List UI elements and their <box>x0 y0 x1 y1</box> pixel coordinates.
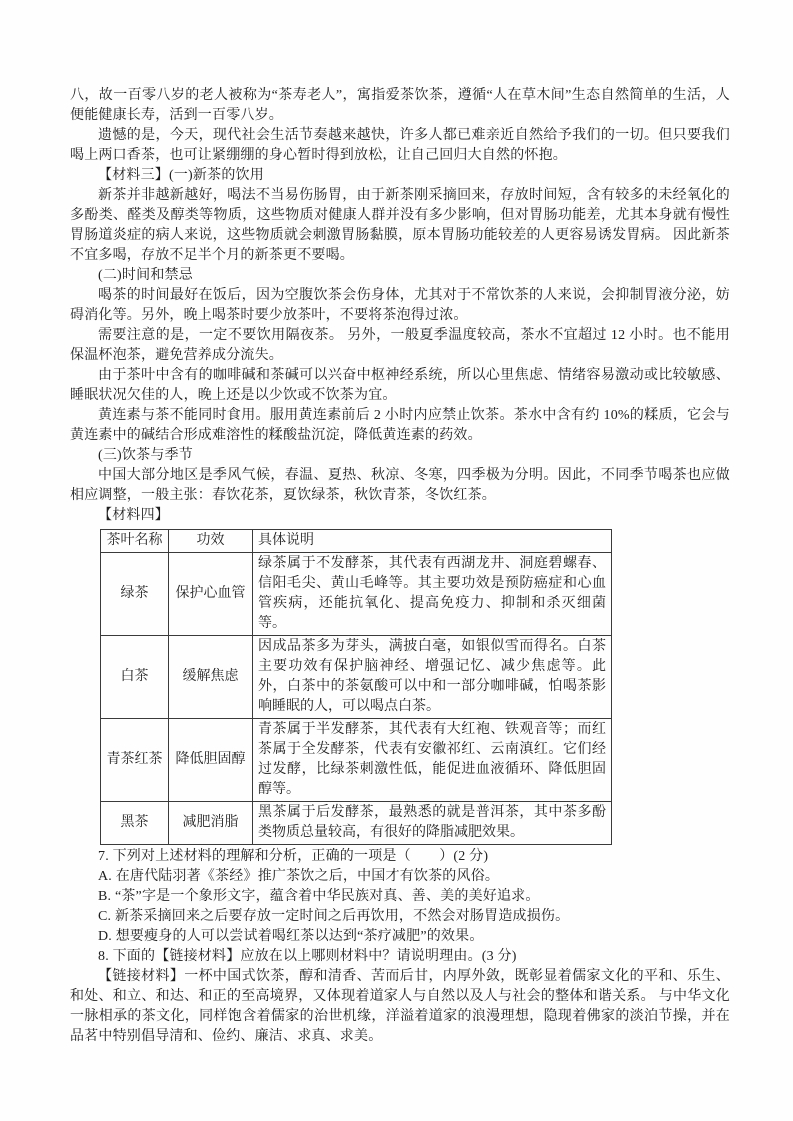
paragraph-time-3: 由于茶叶中含有的咖啡碱和茶碱可以兴奋中枢神经系统，所以心里焦虑、情绪容易激动或比较敏感、睡眠状况欠佳的人，晚上还是以少饮或不饮茶为宜。 <box>70 368 730 403</box>
material3-heading: 【材料三】(一)新茶的饮用 <box>98 168 264 183</box>
tea-name-cell: 黑茶 <box>101 802 169 845</box>
tea-description-cell: 绿茶属于不发酵茶，其代表有西湖龙井、洞庭碧螺春、信阳毛尖、黄山毛峰等。其主要功效是预防癌症和心血管疾病，还能抗氧化、提高免疫力、抑制和杀灭细菌等。 <box>253 553 612 636</box>
tea-name-cell: 青茶红茶 <box>101 719 169 802</box>
paragraph-time-2: 需要注意的是，一定不要饮用隔夜茶。 另外，一般夏季温度较高，茶水不宜超过 12 小时。也不能用保温杯泡茶，避免营养成分流失。 <box>70 328 730 363</box>
tea-effect-cell: 减肥消脂 <box>169 802 253 845</box>
paragraph-continuation: 八，故一百零八岁的老人被称为“茶寿老人”，寓指爱茶饮茶，遵循“人在草木间”生态自然简单的生活，人便能健康长寿，活到一百零八岁。 <box>70 88 730 123</box>
tea-name-cell: 绿茶 <box>101 553 169 636</box>
subheading-season: (三)饮茶与季节 <box>98 448 193 463</box>
table-row <box>101 719 612 802</box>
link-material-paragraph: 【链接材料】一杯中国式饮茶，醇和清香、苦而后甘，内厚外敛，既彰显着儒家文化的平和、乐生、和处、和立、和达、和正的至高境界，又体现着道家人与自然以及人与社会的整体和谐关系。 与中华文化一脉相承的茶文化，同样饱含着儒家的治世机缘，洋溢着道家的浪漫理想，隐现着佛家的淡泊节操，并在品茗中特别倡导清和、俭约、廉洁、求真、求美。 <box>70 969 730 1044</box>
table-row <box>101 636 612 719</box>
paragraph-time-1: 喝茶的时间最好在饭后，因为空腹饮茶会伤身体，尤其对于不常饮茶的人来说，会抑制胃液分泌，妨碍消化等。另外，晚上喝茶时要少放茶叶，不要将茶泡得过浓。 <box>70 288 730 323</box>
material4-heading: 【材料四】 <box>98 508 169 523</box>
question-7-option-d: D. 想要瘦身的人可以尝试着喝红茶以达到“茶疗减肥”的效果。 <box>98 929 484 944</box>
subheading-time-taboo: (二)时间和禁忌 <box>98 268 193 283</box>
paragraph-season: 中国大部分地区是季风气候，春温、夏热、秋凉、冬寒，四季极为分明。因此，不同季节喝茶也应做相应调整，一般主张：春饮花茶，夏饮绿茶，秋饮青茶，冬饮红茶。 <box>70 468 730 503</box>
table-row <box>101 802 612 845</box>
tea-effect-cell: 缓解焦虑 <box>169 636 253 719</box>
tea-description-cell: 因成品茶多为芽头，满披白毫，如银似雪而得名。白茶主要功效有保护脑神经、增强记忆、减少焦虑等。此外，白茶中的茶氨酸可以中和一部分咖啡碱，怕喝茶影响睡眠的人，可以喝点白茶。 <box>253 636 612 719</box>
header-tea-name: 茶叶名称 <box>101 530 169 553</box>
header-description: 具体说明 <box>253 530 612 553</box>
question-7-option-c: C. 新茶采摘回来之后要存放一定时间之后再饮用，不然会对肠胃造成损伤。 <box>98 909 570 924</box>
question-7-option-b: B. “茶”字是一个象形文字，蕴含着中华民族对真、善、美的美好追求。 <box>98 889 540 904</box>
paragraph-regret: 遗憾的是，今天，现代社会生活节奏越来越快，许多人都已难亲近自然给予我们的一切。但只要我们喝上两口香茶，也可让紧绷绷的身心暂时得到放松，让自己回归大自然的怀抱。 <box>70 128 730 163</box>
table-row <box>101 553 612 636</box>
tea-effect-cell: 保护心血管 <box>169 553 253 636</box>
tea-description-cell: 青茶属于半发酵茶，其代表有大红袍、铁观音等；而红茶属于全发酵茶，代表有安徽祁红、云南滇红。它们经过发酵，比绿茶刺激性低，能促进血液循环、降低胆固醇等。 <box>253 719 612 802</box>
tea-effect-cell: 降低胆固醇 <box>169 719 253 802</box>
header-effect: 功效 <box>169 530 253 553</box>
tea-description-cell: 黑茶属于后发酵茶，最熟悉的就是普洱茶，其中茶多酚类物质总量较高，有很好的降脂减肥效果。 <box>253 802 612 845</box>
tea-table <box>100 529 612 845</box>
question-7-stem: 7. 下列对上述材料的理解和分析，正确的一项是（ ）(2 分) <box>98 849 489 864</box>
paragraph-time-4: 黄连素与茶不能同时食用。服用黄连素前后 2 小时内应禁止饮茶。茶水中含有约 10%的糅质，它会与黄连素中的碱结合形成难溶性的糅酸盐沉淀，降低黄连素的药效。 <box>70 408 730 443</box>
question-8-stem: 8. 下面的【链接材料】应放在以上哪则材料中？请说明理由。(3 分) <box>98 949 517 964</box>
tea-table-header-row <box>101 530 612 553</box>
paragraph-new-tea: 新茶并非越新越好，喝法不当易伤肠胃，由于新茶刚采摘回来，存放时间短，含有较多的未经氧化的多酚类、醛类及醇类等物质，这些物质对健康人群并没有多少影响，但对胃肠功能差，尤其本身就有慢性胃肠道炎症的病人来说，这些物质就会刺激胃肠黏膜，原本胃肠功能较差的人更容易诱发胃病。 因此新茶不宜多喝，存放不足半个月的新茶更不要喝。 <box>70 188 730 263</box>
tea-name-cell: 白茶 <box>101 636 169 719</box>
question-7-option-a: A. 在唐代陆羽著《茶经》推广茶饮之后，中国才有饮茶的风俗。 <box>98 869 500 884</box>
